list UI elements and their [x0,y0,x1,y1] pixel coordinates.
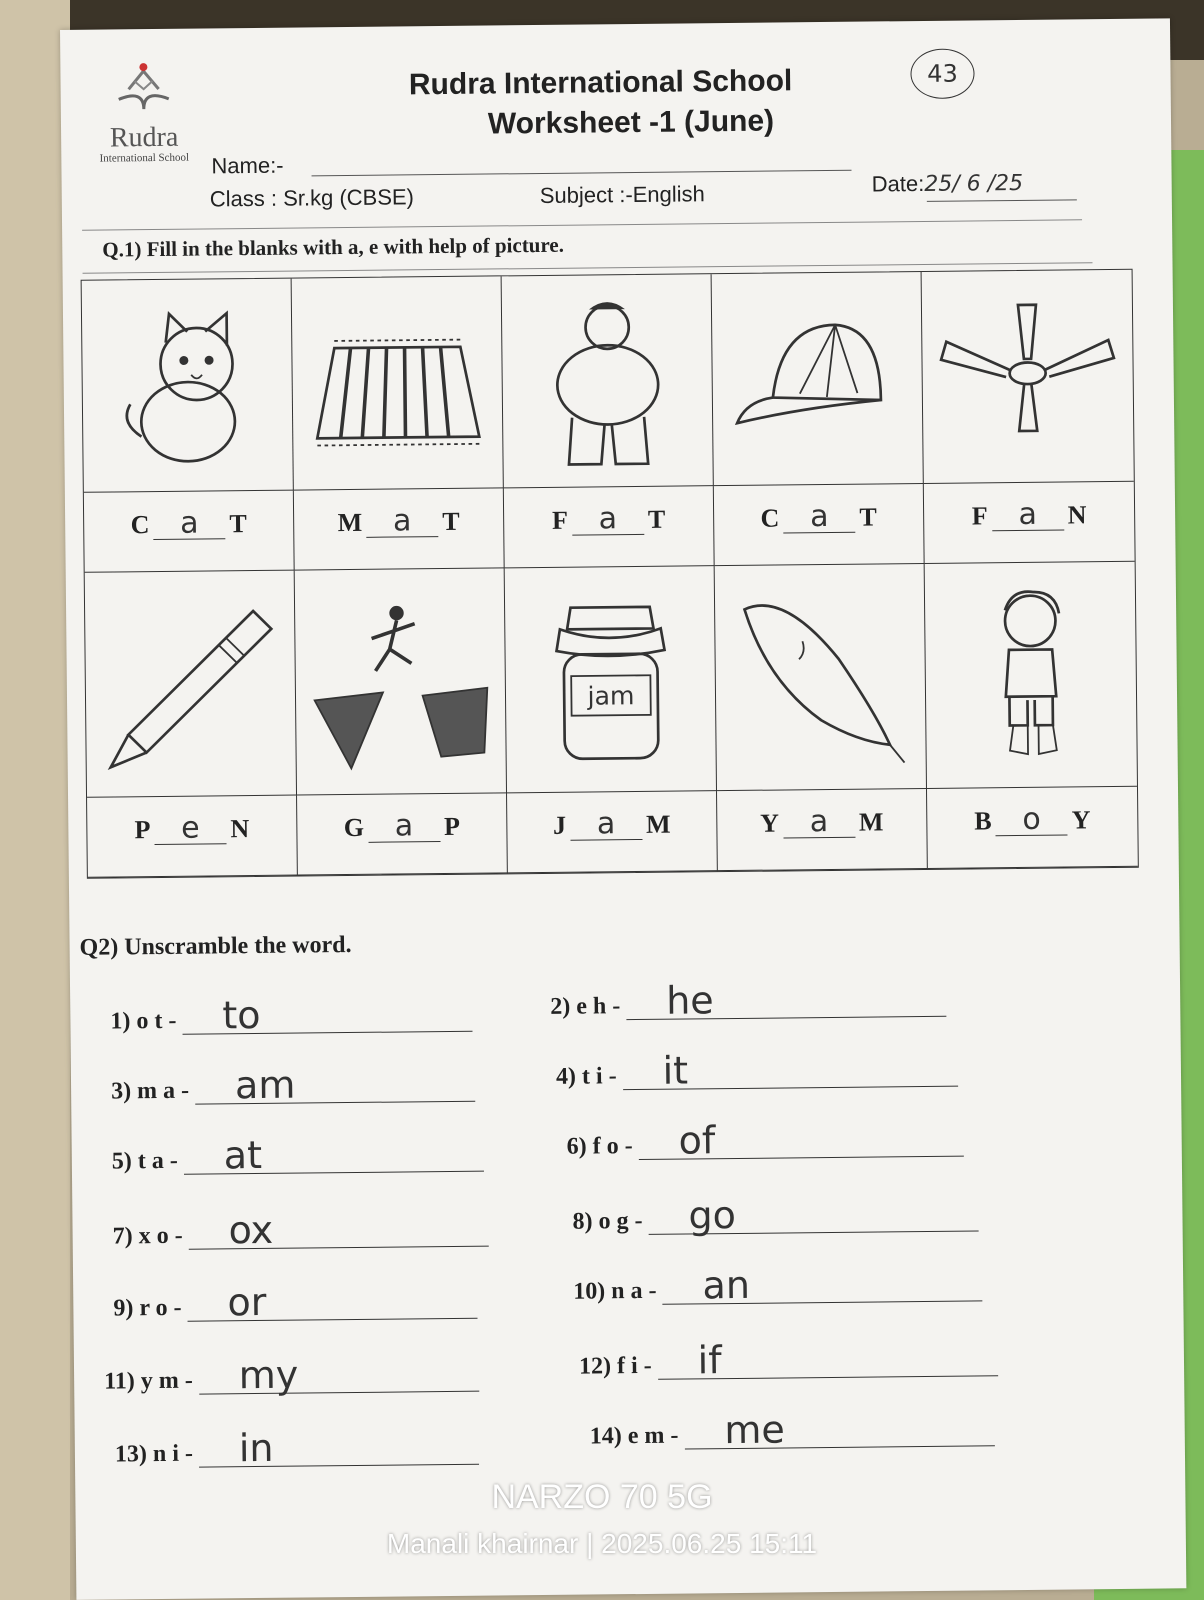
unscramble-item: 6) f o - of [567,1126,964,1161]
answer-blank[interactable]: to [182,1001,472,1035]
word-cell [294,488,505,570]
date-line [927,199,1077,202]
answer-blank[interactable]: of [639,1126,964,1160]
answer-blank[interactable]: at [184,1141,484,1175]
answer-blank[interactable]: an [662,1270,982,1304]
blank[interactable]: a [783,809,855,839]
pen-icon [99,593,281,775]
word-cell [84,491,295,573]
unscramble-item: 7) x o - ox [112,1216,488,1251]
worksheet-title: Worksheet -1 (June) [487,104,775,141]
cap-icon [726,288,908,470]
date-value: 25/ 6 /25 [924,170,1024,197]
picture-cell [712,272,924,486]
word-fat: F a T [551,501,666,537]
answer-blank[interactable]: go [648,1200,978,1234]
unscramble-item: 3) m a - am [111,1071,475,1106]
blank[interactable]: a [366,508,438,538]
blank[interactable]: a [992,502,1064,532]
blank[interactable]: a [783,504,855,534]
jam-jar-label: jam [586,681,635,711]
gap-icon [309,591,491,773]
blank[interactable]: o [995,806,1067,836]
school-logo [88,59,199,165]
q2-title: Q2) Unscramble the word. [79,931,352,961]
word-cap: C a T [760,498,877,535]
unscramble-item: 12) f i - if [579,1345,998,1380]
word-cat: C a T [130,505,247,541]
picture-cell [502,274,714,488]
blank[interactable]: e [154,815,226,845]
background-floor [0,0,70,1600]
answer-blank[interactable]: my [199,1361,479,1395]
unscramble-item: 14) e m - me [590,1415,995,1450]
q1-title: Q.1) Fill in the blanks with a, e with help of picture. [102,232,565,262]
blank[interactable]: a [368,813,440,843]
unscramble-item: 5) t a - at [112,1141,484,1176]
word-cell [87,796,298,878]
cat-icon [96,294,278,476]
subject-label: Subject :-English [539,181,705,208]
fat-boy-icon [516,290,698,472]
yam-icon [729,586,911,768]
word-cell [714,484,925,566]
picture-cell [82,279,294,493]
unscramble-item: 2) e h - he [550,986,946,1021]
picture-cell [292,276,504,490]
blank[interactable]: a [153,510,225,540]
word-cell [297,793,508,875]
score-circle: 43 [910,48,975,99]
camera-watermark-device: NARZO 70 5G [491,1478,713,1516]
word-cell [504,486,715,568]
blank[interactable]: a [570,811,642,841]
school-name: Rudra International School [408,64,793,102]
answer-blank[interactable]: ox [188,1216,488,1250]
name-label: Name:- [211,152,284,179]
logo-subtitle: International School [99,151,190,165]
logo-book-icon [108,59,179,120]
unscramble-item: 10) n a - an [573,1270,983,1305]
picture-cell [715,564,927,791]
word-boy: B o Y [974,801,1091,837]
word-cell [507,791,718,873]
unscramble-item: 4) t i - it [556,1056,958,1091]
name-line [312,170,852,177]
unscramble-item: 13) n i - in [115,1434,479,1469]
unscramble-item: 1) o t - to [110,1001,472,1036]
word-pen: P e N [134,810,250,846]
camera-watermark-credit: Manali khairnar | 2025.06.25 15:11 [386,1528,818,1559]
unscramble-item: 9) r o - or [113,1288,478,1323]
fan-icon [937,285,1119,467]
word-yam: Y a M [760,804,884,840]
picture-cell [505,566,717,793]
word-fan: F a N [971,496,1087,532]
date-field [872,170,1024,198]
picture-cell [925,562,1137,789]
word-cell [717,789,928,871]
boy-icon [940,584,1122,766]
header-rule [82,219,1082,230]
answer-blank[interactable]: or [187,1288,477,1322]
answer-blank[interactable]: am [195,1071,475,1105]
mat-icon [306,292,488,474]
class-label: Class : Sr.kg (CBSE) [209,184,415,212]
word-mat: M a T [337,503,460,539]
answer-blank[interactable]: it [622,1056,957,1091]
answer-blank[interactable]: he [626,986,946,1020]
picture-cell [295,568,507,795]
word-cell [927,787,1138,869]
picture-cell [922,270,1134,484]
word-gap: G a P [343,808,461,844]
picture-cell [85,571,297,798]
worksheet-paper [60,18,1186,1600]
date-label: Date: [871,170,925,197]
answer-blank[interactable]: if [657,1345,997,1380]
word-jam: J a M [552,806,671,842]
jam-jar-icon [519,588,701,770]
word-cell [924,482,1135,564]
unscramble-item: 11) y m - my [104,1361,479,1396]
blank[interactable]: a [572,506,644,536]
unscramble-item: 8) o g - go [572,1200,978,1235]
picture-grid [81,269,1139,879]
answer-blank[interactable]: me [684,1415,994,1449]
answer-blank[interactable]: in [199,1434,479,1468]
logo-name: Rudra [109,121,179,154]
